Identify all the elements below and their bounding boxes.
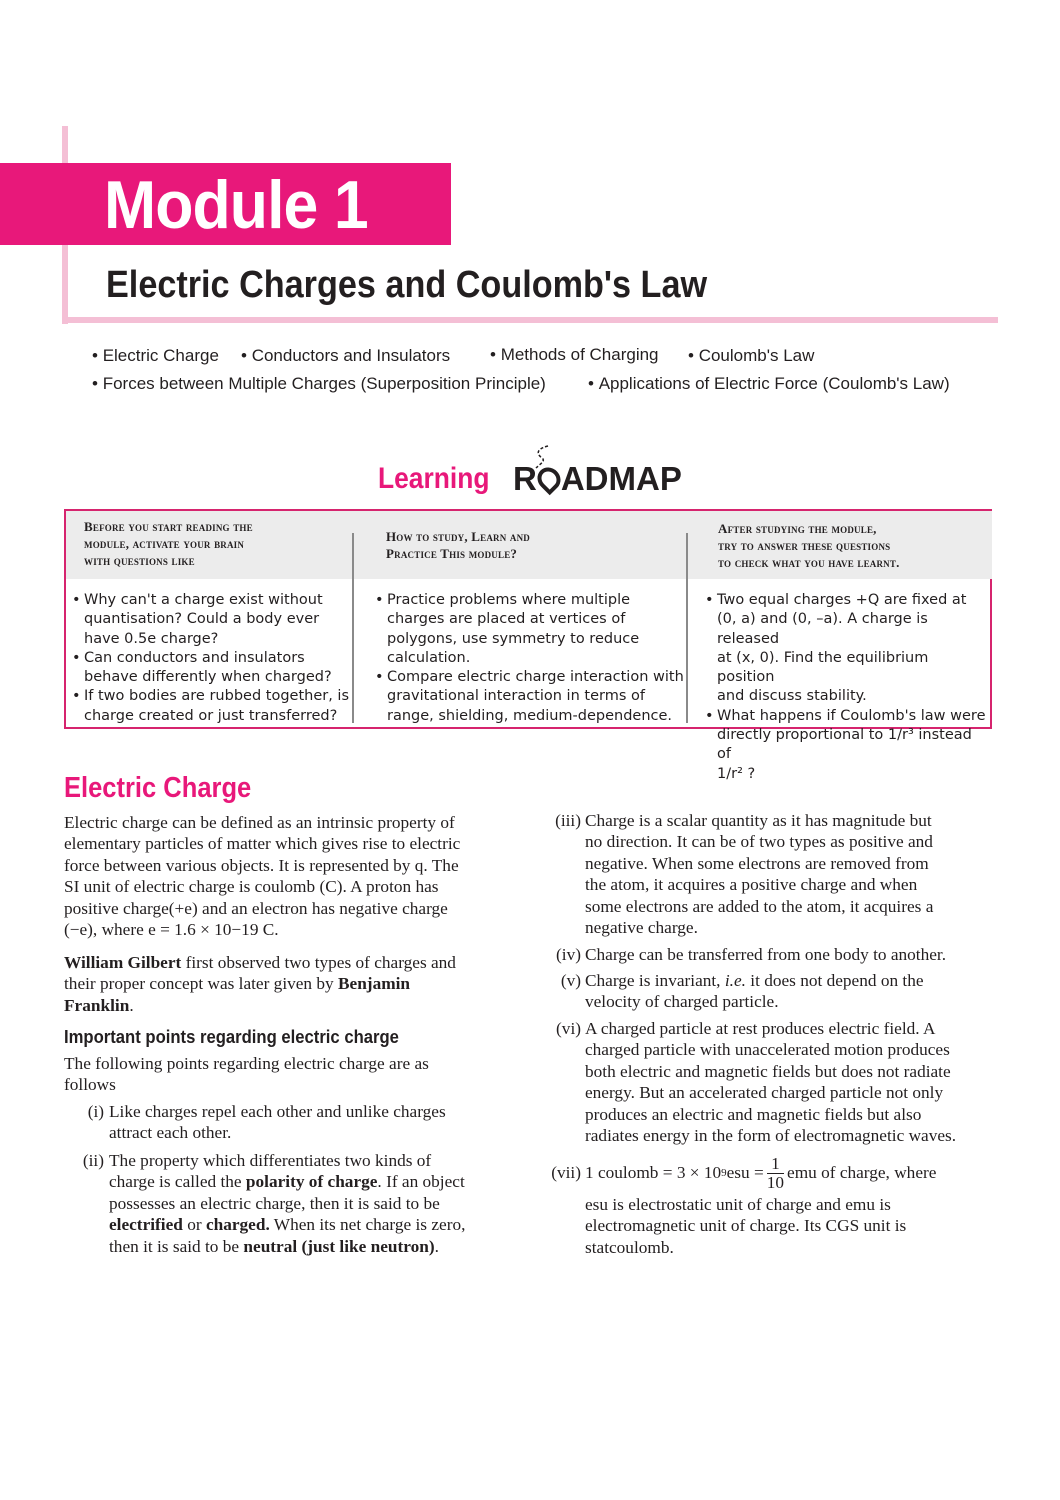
text-line: (−e), where e = 1.6 × 10−19 C. [64,920,279,940]
point-vii: (vii) 1 coulomb = 3 × 10 9 esu = $\frac{1}{10}$ emu of charge, where esu is electrostatic unit of charge and emu is electromagnetic unit of charge. Its CGS unit is statcoulomb. [545,1152,995,1258]
point-ii: (ii) The property which differentiates two kinds of charge is called the polarity of charge. If an object possesses an electric charge, then it is said to be electrified or charged. When its net charge is zero, then it is said to be neutral (just like neutron). [64,1150,524,1257]
bold-term: polarity of charge [245,1172,378,1192]
bold-term: charged. [205,1215,270,1235]
roadmap-title-learning: Learning [378,462,490,495]
list-item: • Why can't a charge exist without quantisation? Could a body ever have 0.5e charge? [72,591,349,649]
gilbert-paragraph [64,952,524,1016]
point-number: (vi) [556,1019,581,1038]
text-line: force between various objects. It is represented by q. The [64,855,459,875]
bold-name: Benjamin [338,974,411,994]
text-line: The property which differentiates two kinds of [109,1151,432,1170]
route-path-icon [530,444,556,470]
list-item: • What happens if Coulomb's law were directly proportional to 1/r³ instead of 1/r² ? [705,707,990,784]
text-line: follows [64,1075,116,1095]
list-item: • Practice problems where multiple charges are placed at vertices of polygons, use symmetry to reduce calculation. [375,591,684,668]
italic-term: i.e. [724,971,746,990]
text-line: attract each other. [109,1123,232,1143]
point-number: (i) [87,1102,104,1121]
list-item: • Two equal charges +Q are fixed at (0, a) and (0, –a). A charge is released at (x, 0). Find the equilibrium position and discuss stability. [705,591,990,707]
column-divider [686,533,688,723]
heading-line: Before you start reading the [84,519,253,534]
roadmap-col1-list [72,591,349,726]
list-item: • Compare electric charge interaction with gravitational interaction in terms of range, shielding, medium-dependence. [375,668,684,726]
roadmap-title-r: R [513,460,537,497]
bold-name: William Gilbert [64,953,182,972]
point-v: (v) Charge is invariant, i.e. it does not depend on the velocity of charged particle. [545,970,995,1013]
point-vi: (vi) A charged particle at rest produces electric field. A charged particle with unaccelerated motion produces both electric and magnetic fields but does not radiate energy. But an accelerated charged particle not only produces an electric and magnetic fields but also radiates energy in the form of electromagnetic waves. [545,1018,995,1146]
list-item: • Can conductors and insulators behave differently when charged? [72,649,349,688]
point-number: (iv) [556,945,581,964]
topic-item: • Methods of Charging [490,345,659,365]
point-number: (v) [560,971,581,990]
text-line: possesses an electric charge, then it is said to be [109,1193,440,1213]
roadmap-title-rest: ADMAP [560,460,682,497]
point-number: (vii) [551,1163,581,1182]
module-label: Module 1 [104,167,368,243]
text-line: elementary particles of matter which gives rise to electric [64,834,461,854]
bold-name: Franklin [64,995,130,1015]
point-number: (ii) [82,1151,104,1170]
text-line: Electric charge can be defined as an intrinsic property of [64,813,455,832]
text-line: Like charges repel each other and unlike charges [109,1102,446,1121]
heading-line: How to study, Learn and [386,529,530,544]
roadmap-col3-heading [718,520,900,571]
topic-item: • Electric Charge [92,346,219,366]
heading-line: Practice This module? [386,546,518,561]
roadmap-table [64,509,992,782]
sub-intro-paragraph [64,1053,524,1096]
heading-line: with questions like [84,553,195,568]
subheading: Important points regarding electric charge [64,1026,399,1047]
heading-line: try to answer these questions [718,538,891,553]
bold-term: neutral (just like neutron) [243,1236,435,1256]
text-line: The following points regarding electric charge are as [64,1054,429,1073]
text-run: their proper concept was later given by [64,974,338,994]
list-item: • If two bodies are rubbed together, is charge created or just transferred? [72,687,349,726]
column-divider [352,533,354,723]
fraction: $\frac{1}{10}$ [766,1153,785,1192]
heading-line: After studying the module, [718,521,877,536]
text-run: first observed two types of charges and [181,953,456,972]
topic-item: • Conductors and Insulators [241,346,450,366]
point-iii: (iii) Charge is a scalar quantity as it has magnitude but no direction. It can be of two types as positive and negative. When some electrons are removed from the atom, it acquires a positive charge and when some electrons are added to the atom, it acquires a negative charge. [545,810,995,938]
point-iv: (iv) Charge can be transferred from one body to another. [545,944,995,965]
heading-line: to check what you have learnt. [718,555,900,570]
point-i [64,1101,524,1144]
topic-item: • Applications of Electric Force (Coulomb's Law) [588,374,950,394]
roadmap-col2-list [375,591,684,726]
heading-line: module, activate your brain [84,536,245,551]
topic-item: • Forces between Multiple Charges (Superposition Principle) [92,374,546,394]
text-run: . [129,995,134,1015]
roadmap-col2-heading [386,528,530,562]
text-line: SI unit of electric charge is coulomb (C). A proton has [64,877,439,897]
point-number: (iii) [555,811,581,830]
section-heading: Electric Charge [64,772,252,804]
roadmap-col3-list [705,591,990,784]
roadmap-col1-heading [84,518,253,569]
module-title: Electric Charges and Coulomb's Law [106,264,708,306]
intro-paragraph [64,812,524,940]
text-line: positive charge(+e) and an electron has negative charge [64,898,448,918]
header-horizontal-rule [62,317,998,323]
topic-item: • Coulomb's Law [688,346,814,366]
bold-term: electrified [109,1215,183,1235]
